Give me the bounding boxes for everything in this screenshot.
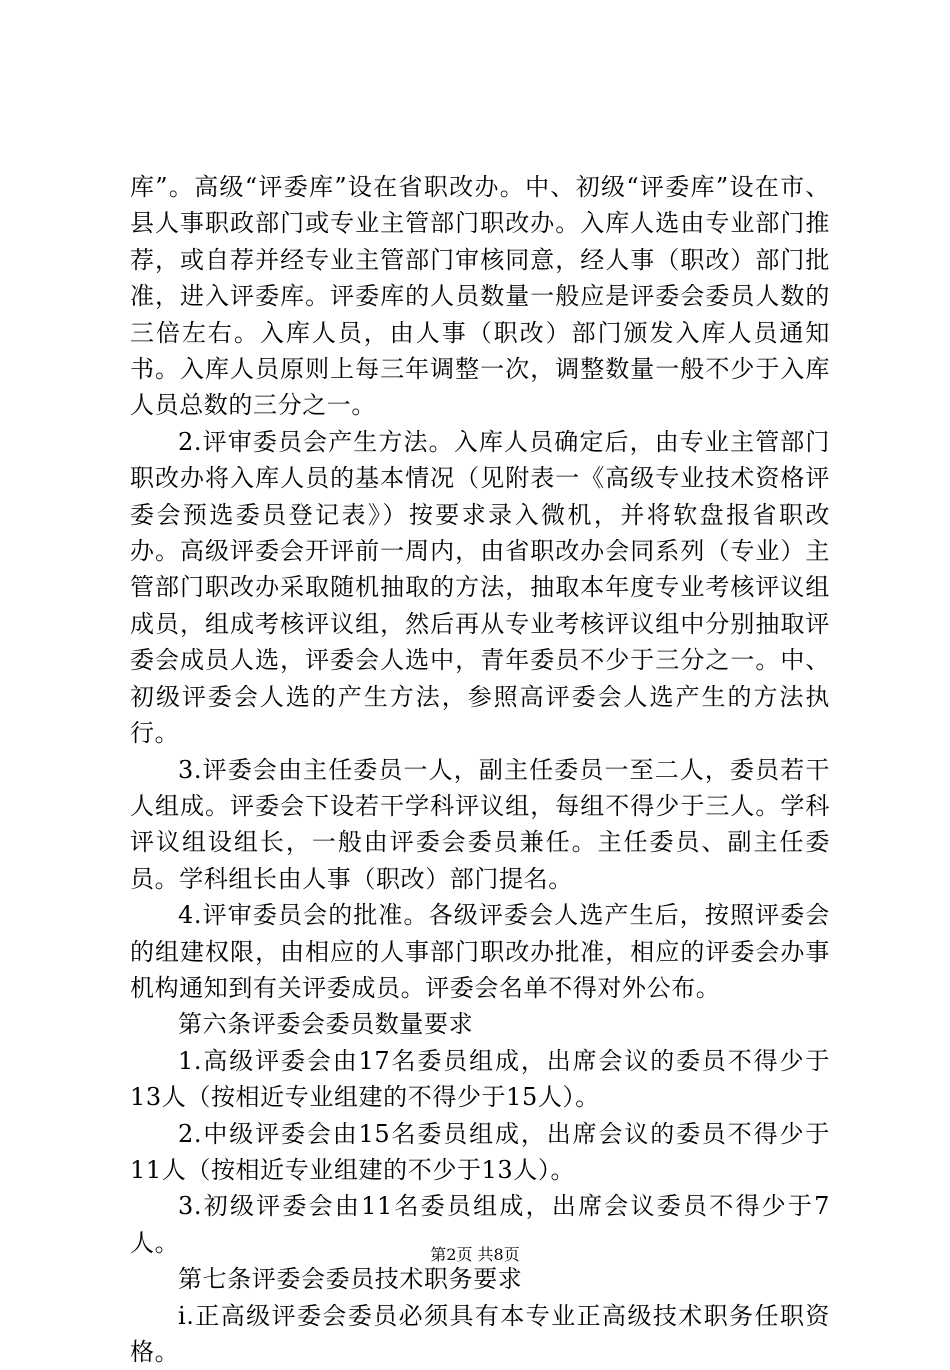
article-6-item-2: 2.中级评委会由15名委员组成，出席会议的委员不得少于11人（按相近专业组建的不少于13人）。 [130, 1119, 830, 1184]
paragraph-item-2: 2.评审委员会产生方法。入库人员确定后，由专业主管部门职改办将入库人员的基本情况（见附表一《高级专业技术资格评委会预选委员登记表》）按要求录入微机，并将软盘报省职改办。高级评委会开评前一周内，由省职改办会同系列（专业）主管部门职改办采取随机抽取的方法，抽取本年度专业考核评议组成员，组成考核评议组，然后再从专业考核评议组中分别抽取评委会成员人选，评委会人选中，青年委员不少于三分之一。中、初级评委会人选的产生方法，参照高评委会人选产生的方法执行。 [130, 427, 830, 748]
paragraph-item-3: 3.评委会由主任委员一人，副主任委员一至二人，委员若干人组成。评委会下设若干学科评议组，每组不得少于三人。学科评议组设组长，一般由评委会委员兼任。主任委员、副主任委员。学科组长由人事（职改）部门提名。 [130, 755, 830, 893]
page-number-footer: 第2页 共8页 [430, 1245, 520, 1264]
article-6-item-3: 3.初级评委会由11名委员组成，出席会议委员不得少于7人。 [130, 1192, 830, 1257]
article-6-heading: 第六条评委会委员数量要求 [178, 1010, 474, 1039]
paragraph-item-4: 4.评审委员会的批准。各级评委会人选产生后，按照评委会的组建权限，由相应的人事部门职改办批准，相应的评委会办事机构通知到有关评委成员。评委会名单不得对外公布。 [130, 901, 830, 1002]
article-7-item-1: i.正高级评委会委员必须具有本专业正高级技术职务任职资格。 [130, 1301, 830, 1366]
article-6-item-1: 1.高级评委会由17名委员组成，出席会议的委员不得少于13人（按相近专业组建的不得少于15人）。 [130, 1046, 830, 1112]
article-7-heading: 第七条评委会委员技术职务要求 [178, 1265, 523, 1294]
paragraph-continuation: 库”。高级“评委库”设在省职改办。中、初级“评委库”设在市、县人事职政部门或专业主管部门职改办。入库人选由专业部门推荐，或自荐并经专业主管部门审核同意，经人事（职改）部门批准，进入评委库。评委库的人员数量一般应是评委会委员人数的三倍左右。入库人员，由人事（职改）部门颁发入库人员通知书。入库人员原则上每三年调整一次，调整数量一般不少于入库人员总数的三分之一。 [130, 173, 830, 420]
document-body [130, 169, 830, 1370]
